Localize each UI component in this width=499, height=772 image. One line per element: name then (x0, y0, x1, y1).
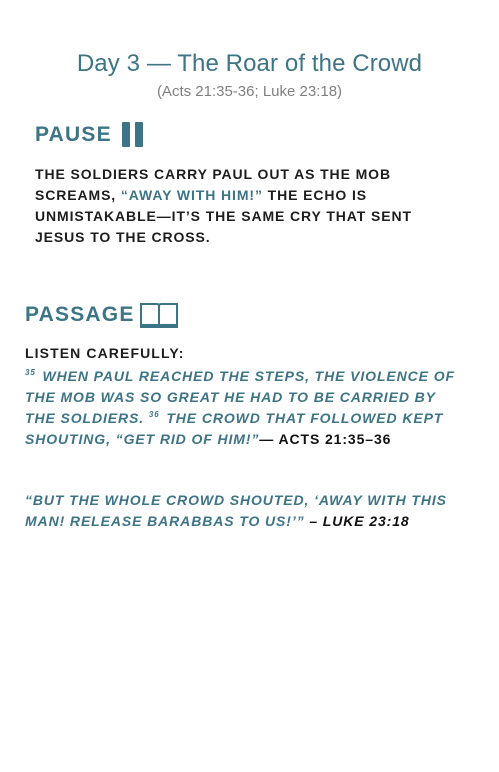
pause-text-suffix: THE ECHO IS UNMISTAKABLE—IT’S THE SAME CRY THAT SENT JESUS TO THE CROSS. (35, 187, 412, 245)
passage-section-heading (25, 300, 179, 330)
verse-35-text: WHEN PAUL REACHED THE STEPS, THE VIOLENCE OF THE MOB WAS SO GREAT HE HAD TO BE CARRIED BY THE SOLDIERS. (25, 368, 455, 426)
luke-text: “BUT THE WHOLE CROWD SHOUTED, ‘AWAY WITH THIS MAN! RELEASE BARABBAS TO US!’” (25, 492, 447, 529)
pause-text (35, 164, 465, 248)
pause-icon-bar-left (122, 122, 130, 147)
pause-icon (122, 122, 143, 147)
pause-heading-label: PAUSE (35, 122, 112, 146)
verse-number-36: 36 (148, 410, 160, 419)
verse-number-35: 35 (25, 368, 36, 377)
open-book-icon (139, 300, 179, 330)
pause-icon-bar-right (135, 122, 143, 147)
pause-text-prefix: THE SOLDIERS CARRY PAUL OUT AS THE MOB SCREAMS, (35, 166, 391, 203)
listen-label: LISTEN CAREFULLY: (25, 345, 185, 361)
verse-36-text: THE CROWD THAT FOLLOWED KEPT SHOUTING, “GET RID OF HIM!” (25, 410, 444, 447)
pause-section-heading (35, 122, 143, 147)
acts-reference: — ACTS 21:35–36 (259, 431, 392, 447)
passage-heading-label: PASSAGE (25, 303, 135, 326)
acts-scripture (25, 366, 465, 450)
luke-scripture (25, 490, 465, 532)
page-title: Day 3 — The Roar of the Crowd (76, 50, 423, 77)
pause-text-highlight: “AWAY WITH HIM!” (120, 187, 263, 203)
luke-reference: – LUKE 23:18 (309, 513, 410, 529)
scripture-reference: (Acts 21:35-36; Luke 23:18) (156, 83, 343, 100)
